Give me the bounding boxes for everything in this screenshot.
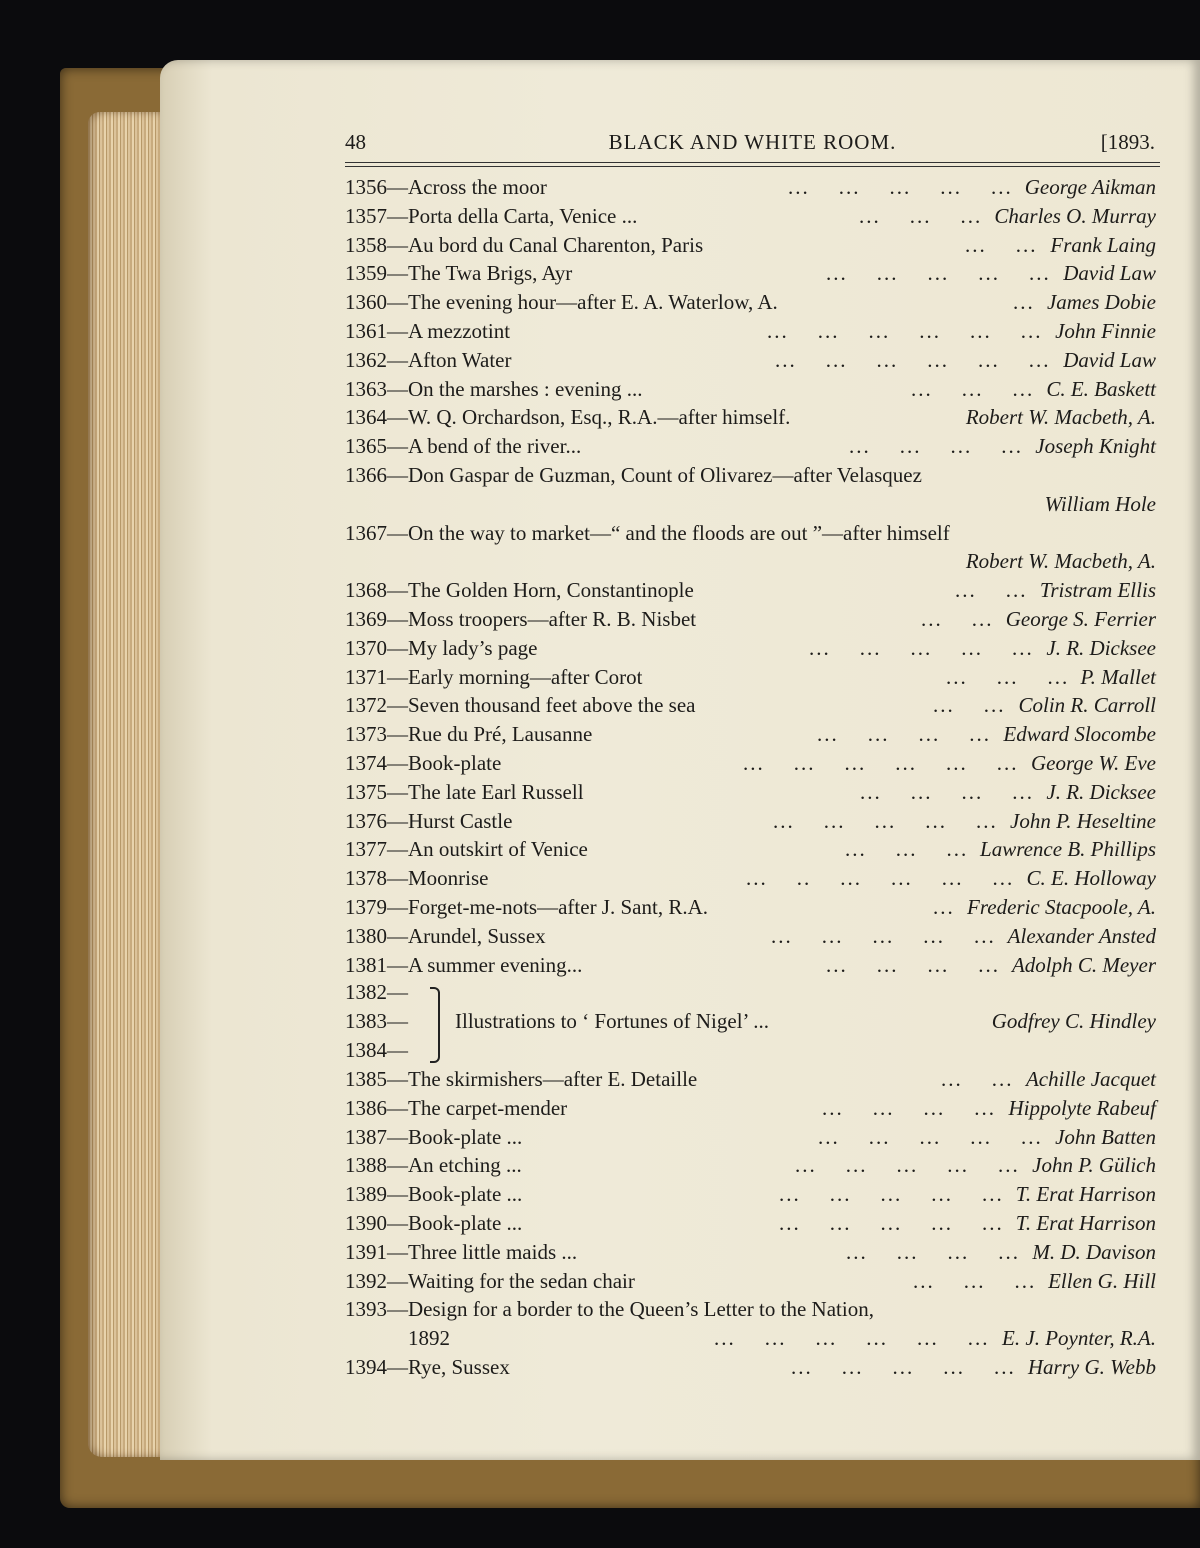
dot-leader: ... .. ... ... ... ... (746, 866, 1015, 891)
dot-leader: ... ... ... ... ... (773, 808, 998, 833)
catalogue-entry (345, 317, 1160, 346)
catalogue-entry (345, 1324, 1160, 1353)
catalogue-entry (345, 173, 1160, 202)
entry-title: 1357—Porta della Carta, Venice ... (345, 203, 638, 228)
catalogue-entry (345, 835, 1160, 864)
entry-title: 1387—Book-plate ... (345, 1124, 523, 1149)
entry-title: 1392—Waiting for the sedan chair (345, 1268, 635, 1293)
entry-title: 1377—An outskirt of Venice (345, 837, 588, 862)
dot-leader: ... ... (941, 1067, 1014, 1091)
entry-title: 1393—Design for a border to the Queen’s Letter to the Nation, (345, 1297, 874, 1322)
dot-leader: ... ... ... ... ... (779, 1182, 1004, 1207)
entry-title: 1379—Forget-me-nots—after J. Sant, R.A. (345, 895, 708, 919)
dot-leader: ... ... ... ... ... (826, 261, 1051, 286)
entry-title: 1366—Don Gaspar de Guzman, Count of Olivarez—after Velasquez (345, 463, 922, 487)
entry-artist: Tristram Ellis (1039, 578, 1156, 603)
dot-leader: ... (1013, 290, 1035, 315)
catalogue-entry (345, 1238, 1160, 1267)
catalogue-entry (345, 519, 1160, 548)
entry-title: 1369—Moss troopers—after R. B. Nisbet (345, 607, 697, 631)
page-content (345, 60, 1160, 1400)
catalogue-entry (345, 922, 1160, 951)
entry-title: 1371—Early morning—after Corot (345, 664, 643, 689)
entry-artist: Colin R. Carroll (1018, 693, 1156, 718)
entry-artist: C. E. Baskett (1046, 376, 1156, 401)
entry-title: 1375—The late Earl Russell (345, 779, 584, 804)
entry-artist: John Batten (1055, 1124, 1156, 1149)
entry-artist: David Law (1063, 347, 1156, 372)
dot-leader: ... ... ... ... (849, 434, 1023, 459)
entry-artist: David Law (1063, 261, 1156, 286)
dot-leader: ... ... (933, 693, 1006, 718)
dot-leader: ... ... ... (859, 203, 983, 228)
dot-leader: ... ... ... ... ... (779, 1211, 1004, 1235)
catalogue-entry (345, 951, 1160, 980)
entry-artist: M. D. Davison (1032, 1239, 1156, 1264)
entry-title: 1359—The Twa Brigs, Ayr (345, 261, 573, 286)
entry-artist: George W. Eve (1031, 751, 1156, 775)
group-title: Illustrations to ‘ Fortunes of Nigel’ ... (455, 1009, 769, 1033)
entry-title: 1368—The Golden Horn, Constantinople (345, 578, 694, 603)
page-edges (88, 112, 166, 1457)
entry-artist: P. Mallet (1080, 664, 1156, 689)
dot-leader: ... ... ... ... ... (818, 1124, 1043, 1149)
entry-title: 1394—Rye, Sussex (345, 1355, 510, 1379)
dot-leader: ... ... ... ... (817, 722, 991, 747)
entry-title: 1356—Across the moor (345, 175, 547, 199)
catalogue-entry (345, 1094, 1160, 1123)
group-number: 1384— (345, 1038, 408, 1062)
catalogue-entry (345, 231, 1160, 260)
entry-title: 1365—A bend of the river... (345, 434, 582, 459)
catalogue-entry (345, 778, 1160, 807)
entry-artist: John P. Gülich (1032, 1153, 1156, 1178)
entry-title: 1373—Rue du Pré, Lausanne (345, 722, 593, 747)
entry-artist: George S. Ferrier (1005, 607, 1156, 631)
catalogue-entry (345, 1151, 1160, 1180)
entry-title: 1380—Arundel, Sussex (345, 923, 546, 948)
entry-title: 1358—Au bord du Canal Charenton, Paris (345, 232, 704, 257)
group-artist: Godfrey C. Hindley (991, 1009, 1156, 1033)
dot-leader: ... (933, 895, 955, 919)
entry-artist: Achille Jacquet (1025, 1067, 1156, 1091)
catalogue-entry (345, 749, 1160, 778)
entry-artist: John P. Heseltine (1010, 808, 1156, 833)
entry-artist: T. Erat Harrison (1015, 1211, 1156, 1235)
entry-title: 1389—Book-plate ... (345, 1182, 523, 1207)
entry-artist: Robert W. Macbeth, A. (965, 405, 1156, 430)
entry-artist: E. J. Poynter, R.A. (1002, 1326, 1156, 1351)
catalogue-entry (345, 605, 1160, 634)
dot-leader: ... ... (955, 578, 1028, 603)
header-rule (345, 162, 1160, 163)
catalogue-entry (345, 1267, 1160, 1296)
dot-leader: ... ... ... (946, 664, 1070, 689)
dot-leader: ... ... ... ... ... (791, 1355, 1016, 1379)
group-number: 1382— (345, 980, 408, 1004)
catalogue-entry (345, 490, 1160, 519)
entry-title: 1892 (345, 1326, 450, 1351)
running-header (345, 130, 1160, 160)
entry-artist: Charles O. Murray (994, 203, 1156, 228)
entry-artist: Robert W. Macbeth, A. (965, 549, 1156, 574)
entry-artist: Lawrence B. Phillips (980, 837, 1156, 862)
entry-title: 1364—W. Q. Orchardson, Esq., R.A.—after himself. (345, 405, 791, 430)
entry-artist: J. R. Dicksee (1046, 635, 1156, 660)
catalogue-entry (345, 259, 1160, 288)
entry-title: 1374—Book-plate (345, 751, 502, 775)
page-title: BLACK AND WHITE ROOM. (608, 130, 897, 154)
dot-leader: ... ... ... ... (860, 779, 1034, 804)
group-entry (345, 1007, 1160, 1036)
entry-artist: George Aikman (1024, 175, 1156, 199)
catalogue-entry (345, 375, 1160, 404)
catalogue-entry (345, 202, 1160, 231)
entry-title: 1376—Hurst Castle (345, 808, 513, 833)
dot-leader: ... ... ... ... ... (788, 175, 1013, 199)
catalogue-entry (345, 1065, 1160, 1094)
catalogue-entry (345, 403, 1160, 432)
catalogue-entry (345, 1295, 1160, 1324)
dot-leader: ... ... ... ... (822, 1095, 996, 1120)
entry-title: 1386—The carpet-mender (345, 1095, 568, 1120)
entry-title: 1388—An etching ... (345, 1153, 522, 1178)
group-number: 1383— (345, 1009, 408, 1033)
entry-title: 1361—A mezzotint (345, 319, 511, 343)
entry-artist: Frederic Stacpoole, A. (967, 895, 1156, 919)
dot-leader: ... ... ... (911, 376, 1035, 401)
dot-leader: ... ... ... ... ... (771, 923, 996, 948)
catalogue-entry (345, 1209, 1160, 1238)
entry-artist: Harry G. Webb (1027, 1355, 1156, 1379)
entry-title: 1385—The skirmishers—after E. Detaille (345, 1067, 698, 1091)
dot-leader: ... ... ... (913, 1268, 1037, 1293)
catalogue-entry (345, 1353, 1160, 1382)
dot-leader: ... ... ... ... ... (795, 1153, 1020, 1178)
catalogue-entry (345, 432, 1160, 461)
dot-leader: ... ... ... ... (846, 1239, 1020, 1264)
page-number: 48 (345, 130, 366, 154)
catalogue-entry (345, 288, 1160, 317)
entry-artist: T. Erat Harrison (1015, 1182, 1156, 1207)
entry-title: 1390—Book-plate ... (345, 1211, 523, 1235)
entry-title: 1370—My lady’s page (345, 635, 538, 660)
catalogue-entry (345, 691, 1160, 720)
catalogue-entry (345, 663, 1160, 692)
catalogue-entry (345, 576, 1160, 605)
catalogue-entry (345, 864, 1160, 893)
entry-artist: J. R. Dicksee (1046, 779, 1156, 804)
entry-artist: Frank Laing (1050, 232, 1156, 257)
entry-title: 1378—Moonrise (345, 866, 489, 891)
catalogue-entry (345, 807, 1160, 836)
entry-artist: Adolph C. Meyer (1011, 952, 1156, 977)
dot-leader: ... ... ... ... ... ... (775, 347, 1051, 372)
catalogue-entry (345, 634, 1160, 663)
entry-title: 1372—Seven thousand feet above the sea (345, 693, 696, 718)
entry-title: 1362—Afton Water (345, 347, 512, 372)
entry-artist: Edward Slocombe (1003, 722, 1156, 747)
catalogue-entry (345, 1180, 1160, 1209)
entry-artist: Alexander Ansted (1007, 923, 1156, 948)
year-label: [1893. (1100, 130, 1155, 154)
dot-leader: ... ... ... ... ... ... (714, 1326, 990, 1351)
entry-artist: William Hole (1044, 491, 1156, 516)
dot-leader: ... ... (965, 232, 1038, 257)
entry-title: 1367—On the way to market—“ and the floods are out ”—after himself (345, 520, 950, 545)
entry-title: 1360—The evening hour—after E. A. Waterlow, A. (345, 290, 778, 315)
entry-title: 1391—Three little maids ... (345, 1239, 578, 1264)
entry-title: 1363—On the marshes : evening ... (345, 376, 643, 401)
entry-artist: John Finnie (1055, 319, 1156, 343)
header-rule-double (345, 166, 1160, 167)
dot-leader: ... ... ... (845, 837, 969, 862)
dot-leader: ... ... ... ... ... ... (743, 751, 1019, 775)
entry-artist: C. E. Holloway (1026, 866, 1156, 891)
catalogue-entry (345, 893, 1160, 922)
catalogue-entry (345, 720, 1160, 749)
entry-artist: Joseph Knight (1035, 434, 1156, 459)
catalogue-entry (345, 1123, 1160, 1152)
dot-leader: ... ... ... ... ... ... (767, 319, 1043, 343)
catalogue-entry (345, 346, 1160, 375)
entry-title: 1381—A summer evening... (345, 952, 583, 977)
catalogue-entry (345, 461, 1160, 490)
dot-leader: ... ... ... ... (826, 952, 1000, 977)
entry-artist: James Dobie (1046, 290, 1156, 315)
entry-artist: Ellen G. Hill (1048, 1268, 1156, 1293)
catalogue-entry (345, 547, 1160, 576)
dot-leader: ... ... ... ... ... (809, 635, 1034, 660)
dot-leader: ... ... (921, 607, 994, 631)
entry-artist: Hippolyte Rabeuf (1008, 1095, 1156, 1120)
